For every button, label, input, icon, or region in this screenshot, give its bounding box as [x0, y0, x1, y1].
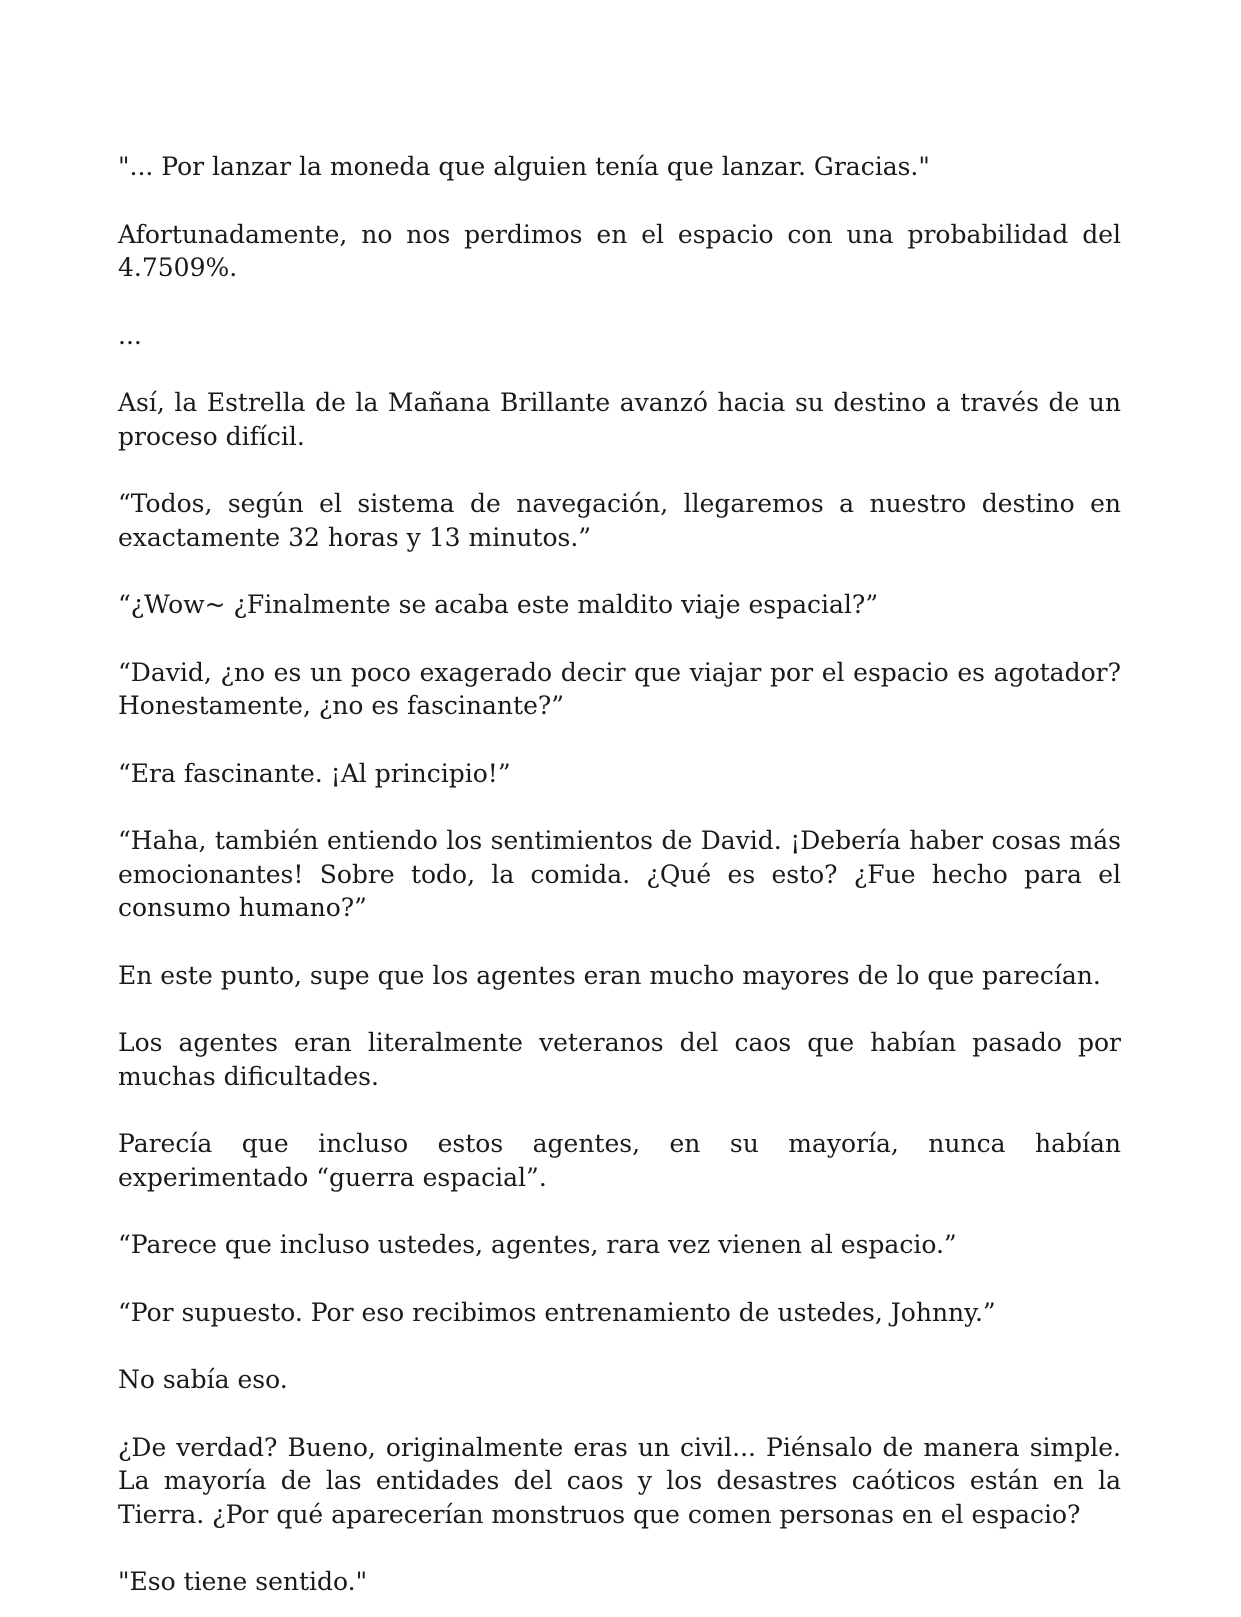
paragraph: ¿De verdad? Bueno, originalmente eras un civil... Piénsalo de manera simple. La mayoría de las entidades del caos y los desastres caóticos están en la Tierra. ¿Por qué aparecerían monstruos que comen personas en el espacio? [118, 1432, 1121, 1529]
paragraph: “Todos, según el sistema de navegación, llegaremos a nuestro destino en exactamente 32 horas y 13 minutos.” [118, 489, 1121, 552]
paragraph: Afortunadamente, no nos perdimos en el espacio con una probabilidad del 4.7509%. [118, 219, 1121, 282]
paragraph: Así, la Estrella de la Mañana Brillante avanzó hacia su destino a través de un proceso difícil. [118, 388, 1121, 451]
paragraph: “David, ¿no es un poco exagerado decir que viajar por el espacio es agotador? Honestamente, ¿no es fascinante?” [118, 657, 1121, 720]
paragraph: “Haha, también entiendo los sentimientos de David. ¡Debería haber cosas más emocionantes! Sobre todo, la comida. ¿Qué es esto? ¿Fue hecho para el consumo humano?” [118, 826, 1121, 922]
document-body [118, 150, 1121, 1599]
paragraph: “Por supuesto. Por eso recibimos entrenamiento de ustedes, Johnny.” [118, 1297, 996, 1327]
paragraph: “¿Wow~ ¿Finalmente se acaba este maldito viaje espacial?” [118, 590, 879, 619]
paragraph: “Era fascinante. ¡Al principio!” [118, 758, 511, 788]
paragraph: "... Por lanzar la moneda que alguien tenía que lanzar. Gracias." [118, 152, 930, 181]
paragraph: Los agentes eran literalmente veteranos del caos que habían pasado por muchas dificultades. [118, 1028, 1121, 1091]
paragraph: ... [118, 320, 142, 350]
paragraph: En este punto, supe que los agentes eran mucho mayores de lo que parecían. [118, 960, 1101, 990]
paragraph: No sabía eso. [118, 1365, 288, 1394]
paragraph: “Parece que incluso ustedes, agentes, rara vez vienen al espacio.” [118, 1230, 957, 1259]
paragraph: Parecía que incluso estos agentes, en su mayoría, nunca habían experimentado “guerra espacial”. [118, 1129, 1121, 1192]
paragraph: "Eso tiene sentido." [118, 1567, 368, 1596]
